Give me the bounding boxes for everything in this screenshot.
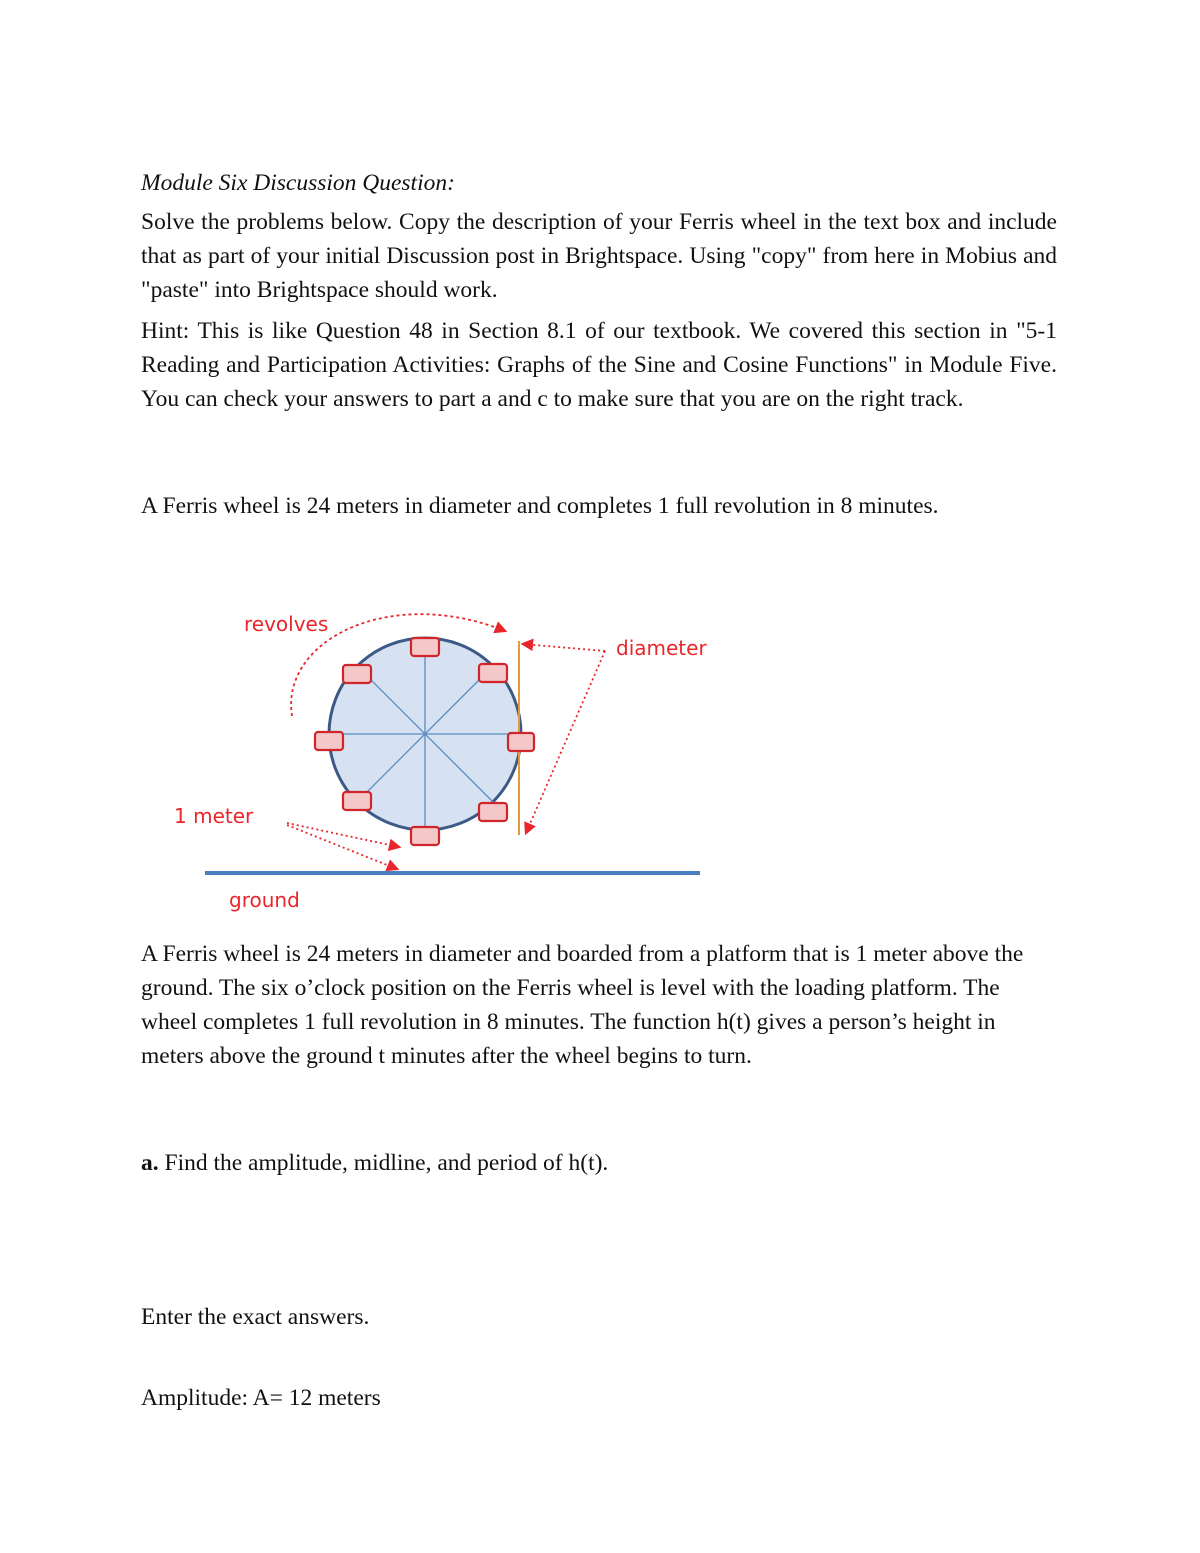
car-top bbox=[411, 638, 439, 656]
enter-exact-instruction: Enter the exact answers. bbox=[141, 1304, 370, 1330]
instructions-paragraph: Solve the problems below. Copy the description of your Ferris wheel in the text box and include that as part of your initial Discussion post in Brightspace. Using "copy" from here in Mobius and "paste" into Brightspace should work. bbox=[141, 209, 1057, 303]
part-a-label: a. bbox=[141, 1150, 159, 1176]
car-bottom-right bbox=[479, 803, 507, 821]
car-right bbox=[508, 733, 534, 751]
diameter-arrow-bottom bbox=[526, 651, 605, 833]
car-bottom-left bbox=[343, 792, 371, 810]
diameter-label: diameter bbox=[616, 636, 707, 660]
car-bottom bbox=[411, 827, 439, 845]
part-a-text: Find the amplitude, midline, and period of h(t). bbox=[164, 1150, 609, 1176]
revolves-label: revolves bbox=[244, 612, 329, 636]
car-left bbox=[315, 732, 343, 750]
page-heading: Module Six Discussion Question: bbox=[141, 170, 455, 196]
one-meter-arrow-lower bbox=[287, 825, 397, 869]
part-a-question bbox=[141, 1146, 1057, 1180]
ground-label: ground bbox=[229, 888, 300, 912]
hint-paragraph: Hint: This is like Question 48 in Section 8.1 of our textbook. We covered this section in "5-1 Reading and Participation Activities: Graphs of the Sine and Cosine Functions" in Module Five. You can check your answers to part a and c to make sure that you are on the right track. bbox=[141, 318, 1057, 412]
one-meter-label: 1 meter bbox=[174, 804, 254, 828]
problem-paragraph: A Ferris wheel is 24 meters in diameter and boarded from a platform that is 1 meter above the ground. The six o’clock position on the Ferris wheel is level with the loading platform. The wheel completes 1 full revolution in 8 minutes. The function h(t) gives a person’s height in meters above the ground t minutes after the wheel begins to turn. bbox=[141, 941, 1024, 1069]
car-top-left bbox=[343, 665, 371, 683]
one-meter-arrow-upper bbox=[287, 823, 399, 847]
car-top-right bbox=[479, 664, 507, 682]
amplitude-answer: Amplitude: A= 12 meters bbox=[141, 1385, 381, 1411]
diameter-arrow-top bbox=[523, 644, 605, 651]
intro-paragraph: A Ferris wheel is 24 meters in diameter and completes 1 full revolution in 8 minutes. bbox=[141, 493, 939, 519]
ferris-wheel-diagram bbox=[160, 585, 720, 925]
